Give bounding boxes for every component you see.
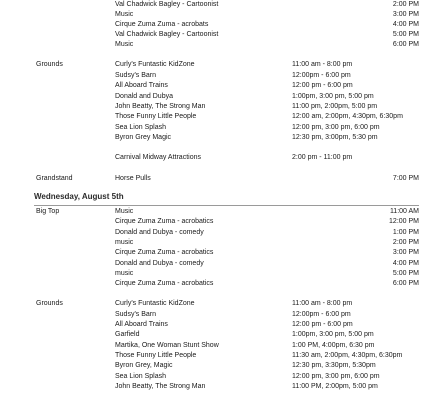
schedule-row <box>0 372 428 382</box>
event-time: 12:30 pm, 3:00pm, 5:30 pm <box>292 134 378 141</box>
event-name: music <box>115 239 134 246</box>
event-time: 11:00 PM, 2:00pm, 5:00 pm <box>292 383 378 390</box>
event-time: 3:00 PM <box>392 249 419 256</box>
event-name: All Aboard Trains <box>115 321 168 328</box>
schedule-row <box>0 174 428 184</box>
schedule-row <box>0 320 428 330</box>
event-name: Those Funny Little People <box>115 352 197 359</box>
schedule-row <box>0 102 428 112</box>
event-time: 7:00 PM <box>392 175 419 182</box>
event-time: 12:30 pm, 3:30pm, 5:30pm <box>292 362 376 369</box>
schedule-row <box>0 92 428 102</box>
location-label: Grounds <box>36 61 63 68</box>
event-time: 11:00 am - 8:00 pm <box>292 300 353 307</box>
schedule-row <box>0 361 428 371</box>
schedule-row <box>0 259 428 269</box>
event-time: 4:00 PM <box>392 21 419 28</box>
schedule-row <box>0 133 428 143</box>
location-label: Grandstand <box>36 175 73 182</box>
event-time: 1:00pm, 3:00 pm, 5:00 pm <box>292 331 374 338</box>
event-time: 12:00 am, 2:00pm, 4:30pm, 6:30pm <box>292 113 403 120</box>
event-name: John Beatty, The Strong Man <box>115 383 206 390</box>
schedule-row <box>0 382 428 392</box>
schedule-row <box>0 81 428 91</box>
event-name: Donald and Dubya - comedy <box>115 260 204 267</box>
schedule-row <box>0 217 428 227</box>
schedule-row <box>0 20 428 30</box>
event-time: 2:00 PM <box>392 1 419 8</box>
event-time: 6:00 PM <box>392 41 419 48</box>
schedule-row <box>0 248 428 258</box>
event-name: Sea Lion Splash <box>115 124 166 131</box>
event-name: Cirque Zuma Zuma - acrobatics <box>115 280 214 287</box>
event-name: Donald and Dubya - comedy <box>115 229 204 236</box>
schedule-row <box>0 299 428 309</box>
event-name: Cirque Zuma Zuma - acrobats <box>115 21 209 28</box>
location-label: Big Top <box>36 208 60 215</box>
event-time: 5:00 PM <box>392 31 419 38</box>
event-name: music <box>115 270 134 277</box>
event-name: Val Chadwick Bagley - Cartoonist <box>115 31 219 38</box>
event-name: Those Funny Little People <box>115 113 197 120</box>
schedule-row <box>0 60 428 70</box>
event-time: 11:00 AM <box>389 208 419 215</box>
event-time: 12:00 pm, 3:00 pm, 6:00 pm <box>292 373 380 380</box>
event-name: Carnival Midway Attractions <box>115 154 201 161</box>
event-name: John Beatty, The Strong Man <box>115 103 206 110</box>
schedule-row <box>0 228 428 238</box>
event-time: 5:00 PM <box>392 270 419 277</box>
schedule-row <box>0 112 428 122</box>
event-time: 1:00 PM <box>392 229 419 236</box>
event-time: 11:00 am - 8:00 pm <box>292 61 353 68</box>
event-name: Horse Pulls <box>115 175 151 182</box>
schedule-row <box>0 10 428 20</box>
event-time: 3:00 PM <box>392 11 419 18</box>
event-name: Sea Lion Splash <box>115 373 166 380</box>
event-time: 2:00 PM <box>392 239 419 246</box>
schedule-row <box>0 0 428 10</box>
schedule-row <box>0 310 428 320</box>
schedule-row <box>0 279 428 289</box>
event-name: Curly's Funtastic KidZone <box>115 300 195 307</box>
event-time: 12:00pm - 6:00 pm <box>292 72 351 79</box>
event-name: Music <box>115 208 134 215</box>
schedule-row <box>0 153 428 163</box>
event-name: Martika, One Woman Stunt Show <box>115 342 219 349</box>
schedule-row <box>0 207 428 217</box>
event-time: 2:00 pm - 11:00 pm <box>292 154 353 161</box>
event-name: Cirque Zuma Zuma - acrobatics <box>115 218 214 225</box>
event-time: 11:30 am, 2:00pm, 4:30pm, 6:30pm <box>292 352 403 359</box>
event-name: Byron Grey, Magic <box>115 362 173 369</box>
event-name: Donald and Dubya <box>115 93 173 100</box>
event-name: Cirque Zuma Zuma - acrobatics <box>115 249 214 256</box>
schedule-row <box>0 351 428 361</box>
event-time: 6:00 PM <box>392 280 419 287</box>
location-label: Grounds <box>36 300 63 307</box>
event-name: All Aboard Trains <box>115 82 168 89</box>
event-time: 1:00 PM, 4:00pm, 6:30 pm <box>292 342 375 349</box>
event-time: 11:00 pm, 2:00pm, 5:00 pm <box>292 103 378 110</box>
event-time: 12:00 pm - 6:00 pm <box>292 82 353 89</box>
schedule-row <box>0 123 428 133</box>
event-name: Sudsy's Barn <box>115 311 157 318</box>
event-time: 12:00 PM <box>389 218 419 225</box>
event-time: 4:00 PM <box>392 260 419 267</box>
schedule-row <box>0 330 428 340</box>
schedule-row <box>0 71 428 81</box>
day-heading: Wednesday, August 5th <box>34 192 124 201</box>
schedule-row <box>0 238 428 248</box>
schedule-row <box>0 40 428 50</box>
event-time: 1:00pm, 3:00 pm, 5:00 pm <box>292 93 374 100</box>
event-name: Garfield <box>115 331 140 338</box>
schedule-row <box>0 269 428 279</box>
event-time: 12:00 pm - 6:00 pm <box>292 321 353 328</box>
event-time: 12:00 pm, 3:00 pm, 6:00 pm <box>292 124 380 131</box>
event-name: Sudsy's Barn <box>115 72 157 79</box>
event-name: Curly's Funtastic KidZone <box>115 61 195 68</box>
schedule-row <box>0 30 428 40</box>
event-name: Val Chadwick Bagley - Cartoonist <box>115 1 219 8</box>
event-time: 12:00pm - 6:00 pm <box>292 311 351 318</box>
schedule-row <box>0 341 428 351</box>
event-name: Music <box>115 11 134 18</box>
section-divider <box>34 205 419 206</box>
event-name: Byron Grey Magic <box>115 134 172 141</box>
event-name: Music <box>115 41 134 48</box>
